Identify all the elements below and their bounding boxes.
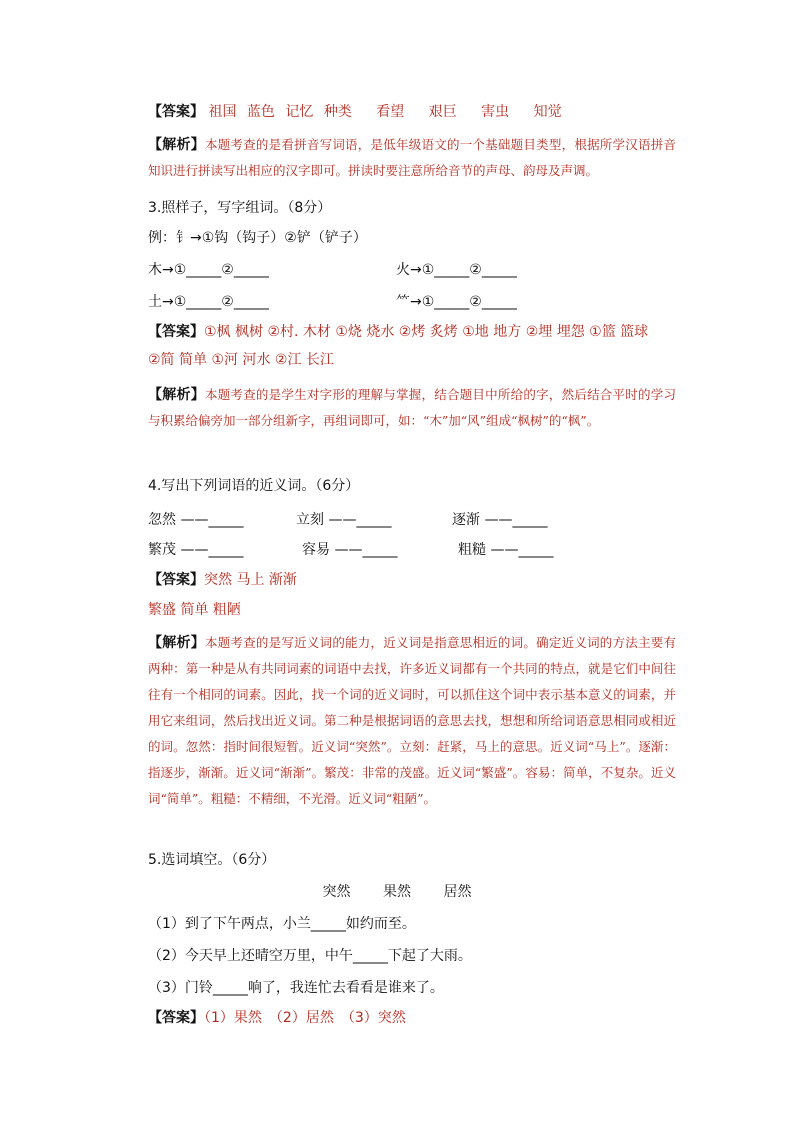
q4-title: 4.写出下列词语的近义词。（6分） [148, 478, 360, 494]
answer-word: 艰巨 [428, 104, 457, 120]
q4-analysis [148, 630, 676, 812]
q4-item: 逐渐 ——_____ [452, 512, 548, 528]
q4-item: 粗糙 ——_____ [458, 542, 554, 558]
answer-word: 记忆 [285, 104, 314, 120]
q3-analysis [148, 382, 676, 434]
answer-word: 蓝色 [246, 104, 275, 120]
analysis-tag: 【解析】 [148, 635, 205, 651]
q4-item: 繁茂 ——_____ [148, 542, 244, 558]
answer-tag: 【答案】 [148, 104, 204, 120]
q4-answer [148, 570, 297, 590]
q3-answer-line2: ②简 简单 ①河 河水 ②江 长江 [148, 352, 334, 368]
q5-answer-text: （1）果然 （2）居然 （3）突然 [204, 1010, 406, 1026]
answer-tag: 【答案】 [148, 324, 204, 340]
q3-row2-right: ⺮→①_____②_____ [396, 294, 517, 310]
q5-sentence: （1）到了下午两点，小兰_____如约而至。 [148, 916, 416, 932]
answer-word: 祖国 [208, 104, 237, 120]
q4-item: 忽然 ——_____ [148, 512, 244, 528]
answer-word: 种类 [323, 104, 352, 120]
q4-answer-line2: 繁盛 简单 粗陋 [148, 602, 241, 618]
answer-word: 知觉 [533, 104, 562, 120]
q3-answer [148, 322, 648, 342]
q3-analysis-text: 本题考查的是学生对字形的理解与掌握，结合题目中所给的字，然后结合平时的学习与积累给偏旁加一部分组新字，再组词即可，如：“木”加“风”组成“枫树”的“枫”。 [148, 387, 676, 428]
q4-analysis-text: 本题考查的是写近义词的能力，近义词是指意思相近的词。确定近义词的方法主要有两种：第一种是从有共同词素的词语中去找，许多近义词都有一个共同的特点，就是它们中间往往有一个相同的词素。因此，找一个词的近义词时，可以抓住这个词中表示基本意义的词素，并用它来组词，然后找出近义词。第二种是根据词语的意思去找，想想和所给词语意思相同或相近的词。忽然：指时间很短暂。近义词“突然”。立刻：赶紧，马上的意思。近义词“马上”。逐渐：指逐步，渐渐。近义词“渐渐”。繁茂：非常的茂盛。近义词“繁盛”。容易：简单，不复杂。近义词“简单”。粗糙：不精细，不光滑。近义词“粗陋”。 [148, 635, 676, 806]
q3-title: 3.照样子，写字组词。（8分） [148, 200, 332, 216]
answer-tag: 【答案】 [148, 1010, 204, 1026]
answer-word: 看望 [376, 104, 405, 120]
q3-example: 例：钅→①钩（钩子）②铲（铲子） [148, 230, 367, 246]
q5-title: 5.选词填空。（6分） [148, 852, 276, 868]
answer-tag: 【答案】 [148, 572, 204, 588]
q5-answer [148, 1008, 406, 1028]
q5-choices [0, 882, 794, 902]
q5-choice: 居然 [443, 884, 472, 900]
analysis-tag: 【解析】 [148, 387, 205, 403]
q2-answer [148, 102, 568, 122]
q4-answer-line1: 突然 马上 渐渐 [204, 572, 297, 588]
q3-row1-left: 木→①_____②_____ [148, 262, 269, 278]
q4-item: 立刻 ——_____ [296, 512, 392, 528]
answer-word: 害虫 [481, 104, 510, 120]
q5-sentence: （2）今天早上还晴空万里，中午_____下起了大雨。 [148, 948, 472, 964]
q4-item: 容易 ——_____ [302, 542, 398, 558]
q5-choice: 果然 [383, 884, 411, 900]
q2-analysis [148, 132, 676, 184]
q3-row1-right: 火→①_____②_____ [396, 262, 517, 278]
analysis-tag: 【解析】 [148, 137, 205, 153]
q3-row2-left: 土→①_____②_____ [148, 294, 269, 310]
q2-analysis-text: 本题考查的是看拼音写词语，是低年级语文的一个基础题目类型，根据所学汉语拼音知识进行拼读写出相应的汉字即可。拼读时要注意所给音节的声母、韵母及声调。 [148, 137, 676, 178]
q3-answer-line1: ①枫 枫树 ②村. 木材 ①烧 烧水 ②烤 炙烤 ①地 地方 ②埋 埋怨 ①篮 篮球 [204, 324, 649, 340]
q5-sentence: （3）门铃_____响了，我连忙去看看是谁来了。 [148, 980, 444, 996]
q5-choice: 突然 [322, 884, 351, 900]
